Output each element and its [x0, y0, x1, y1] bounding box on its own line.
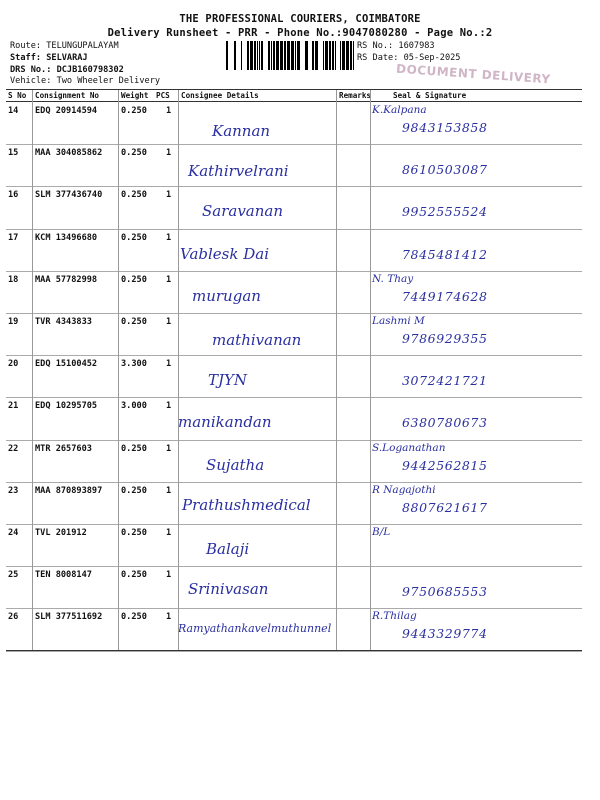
receiver-phone: 9843153858 — [402, 120, 488, 135]
weight-value: 0.250 — [121, 570, 147, 581]
divider — [178, 90, 179, 650]
consignment-number: SLM 377511692 — [35, 612, 103, 623]
consignee-handwritten-name: Saravanan — [202, 202, 284, 221]
table-row — [6, 482, 582, 525]
pieces-count: 1 — [166, 612, 172, 623]
serial-number: 18 — [8, 274, 19, 285]
receiver-signature: B/L — [372, 526, 391, 538]
runsheet-table — [6, 89, 582, 651]
route-label: Route: TELUNGUPALAYAM — [10, 41, 119, 51]
pieces-count: 1 — [166, 148, 172, 159]
consignee-handwritten-name: Prathushmedical — [182, 495, 311, 514]
consignment-number: KCM 13496680 — [35, 232, 98, 243]
table-row — [6, 229, 582, 272]
pieces-count: 1 — [166, 485, 172, 496]
divider — [32, 90, 33, 650]
table-row — [6, 608, 582, 651]
serial-number: 22 — [8, 443, 19, 454]
table-row — [6, 397, 582, 440]
receiver-phone: 9786929355 — [402, 331, 488, 346]
consignment-number: TEN 8008147 — [35, 570, 92, 581]
col-seal-signature: Seal & Signature — [370, 90, 582, 101]
table-row — [6, 186, 582, 229]
pieces-count: 1 — [166, 106, 172, 116]
weight-value: 0.250 — [121, 443, 147, 454]
weight-value: 0.250 — [121, 106, 147, 116]
pieces-count: 1 — [166, 274, 172, 285]
weight-value: 0.250 — [121, 232, 147, 243]
consignee-handwritten-name: Balaji — [206, 540, 250, 558]
receiver-phone: 9952555524 — [402, 204, 488, 220]
rs-number: RS No.: 1607983 — [357, 41, 435, 51]
pieces-count: 1 — [166, 570, 172, 581]
table-row — [6, 144, 582, 187]
company-title: THE PROFESSIONAL COURIERS, COIMBATORE — [179, 13, 421, 25]
consignee-handwritten-name: Kannan — [212, 122, 271, 140]
consignee-handwritten-name: Srinivasan — [188, 580, 269, 599]
weight-value: 3.300 — [121, 359, 147, 370]
col-sno: S No — [8, 91, 27, 100]
pieces-count: 1 — [166, 528, 172, 538]
receiver-signature: K.Kalpana — [372, 104, 427, 116]
receiver-signature: Lashmi M — [372, 315, 425, 327]
serial-number: 26 — [8, 612, 19, 623]
drs-number: DRS No.: DCJB160798302 — [10, 65, 124, 75]
consignee-handwritten-name: Kathirvelrani — [188, 162, 289, 181]
consignment-number: MAA 870893897 — [35, 485, 103, 496]
consignment-number: TVL 201912 — [35, 528, 87, 538]
consignee-handwritten-name: Sujatha — [206, 455, 265, 474]
receiver-signature: R Nagajothi — [372, 483, 436, 496]
weight-value: 0.250 — [121, 528, 147, 538]
receiver-phone: 9750685553 — [402, 584, 488, 600]
weight-value: 0.250 — [121, 485, 147, 496]
consignee-handwritten-name: Vablesk Dai — [180, 244, 269, 263]
serial-number: 23 — [8, 485, 19, 496]
col-weight: Weight — [118, 90, 154, 101]
serial-number: 16 — [8, 190, 19, 201]
col-consignee: Consignee Details — [178, 90, 336, 101]
pieces-count: 1 — [166, 232, 172, 243]
receiver-phone: 9443329774 — [402, 626, 488, 642]
consignee-handwritten-name: murugan — [192, 286, 261, 305]
consignment-number: EDQ 10295705 — [35, 401, 98, 412]
pieces-count: 1 — [166, 359, 172, 370]
table-row — [6, 102, 582, 145]
consignment-number: MTR 2657603 — [35, 443, 92, 454]
divider — [336, 90, 337, 650]
table-row — [6, 313, 582, 356]
receiver-phone: 8610503087 — [402, 162, 488, 178]
consignee-handwritten-name: manikandan — [178, 413, 272, 432]
table-row — [6, 440, 582, 483]
table-row — [6, 355, 582, 398]
consignment-number: MAA 57782998 — [35, 274, 98, 285]
pieces-count: 1 — [166, 190, 172, 201]
col-consignment: Consignment No — [32, 90, 118, 101]
weight-value: 3.000 — [121, 401, 147, 412]
receiver-phone: 6380780673 — [402, 415, 488, 431]
divider — [118, 90, 119, 650]
consignment-number: MAA 304085862 — [35, 148, 103, 159]
weight-value: 0.250 — [121, 190, 147, 201]
receiver-phone: 3072421721 — [402, 373, 488, 389]
table-row — [6, 566, 582, 609]
consignment-number: EDQ 20914594 — [35, 106, 98, 116]
table-header — [6, 90, 582, 102]
consignee-handwritten-name: mathivanan — [212, 331, 302, 349]
weight-value: 0.250 — [121, 274, 147, 285]
pieces-count: 1 — [166, 401, 172, 412]
serial-number: 17 — [8, 232, 19, 243]
rs-date: RS Date: 05-Sep-2025 — [357, 53, 461, 63]
serial-number: 20 — [8, 359, 19, 370]
col-pcs: PCS — [156, 91, 170, 100]
receiver-phone: 7449174628 — [402, 288, 488, 304]
serial-number: 14 — [8, 106, 19, 116]
receiver-phone: 9442562815 — [402, 457, 488, 473]
receiver-signature: S.Loganathan — [372, 441, 446, 454]
receiver-signature: R.Thilag — [372, 610, 417, 623]
serial-number: 21 — [8, 401, 19, 412]
vehicle-label: Vehicle: Two Wheeler Delivery — [10, 76, 161, 86]
weight-value: 0.250 — [121, 612, 147, 623]
table-row — [6, 524, 582, 567]
serial-number: 24 — [8, 528, 19, 538]
consignee-handwritten-name: TJYN — [208, 371, 248, 390]
runsheet-subtitle: Delivery Runsheet - PRR - Phone No.:9047080280 - Page No.:2 — [107, 27, 493, 39]
serial-number: 25 — [8, 570, 19, 581]
col-remarks: Remarks — [336, 90, 370, 101]
table-row — [6, 271, 582, 314]
receiver-phone: 8807621617 — [402, 499, 488, 515]
weight-value: 0.250 — [121, 317, 147, 327]
staff-label: Staff: SELVARAJ — [10, 53, 88, 63]
divider — [370, 90, 371, 650]
weight-value: 0.250 — [121, 148, 147, 159]
consignment-number: SLM 377436740 — [35, 190, 103, 201]
consignment-number: EDQ 15100452 — [35, 359, 98, 370]
pieces-count: 1 — [166, 317, 172, 327]
document-delivery-stamp: DOCUMENT DELIVERY — [395, 61, 552, 87]
receiver-phone: 7845481412 — [402, 246, 488, 262]
barcode-icon — [226, 41, 354, 70]
consignee-handwritten-name: Ramyathankavelmuthunnel — [178, 622, 332, 636]
serial-number: 15 — [8, 148, 19, 159]
receiver-signature: N. Thay — [372, 272, 414, 285]
pieces-count: 1 — [166, 443, 172, 454]
consignment-number: TVR 4343833 — [35, 317, 92, 327]
serial-number: 19 — [8, 317, 19, 327]
